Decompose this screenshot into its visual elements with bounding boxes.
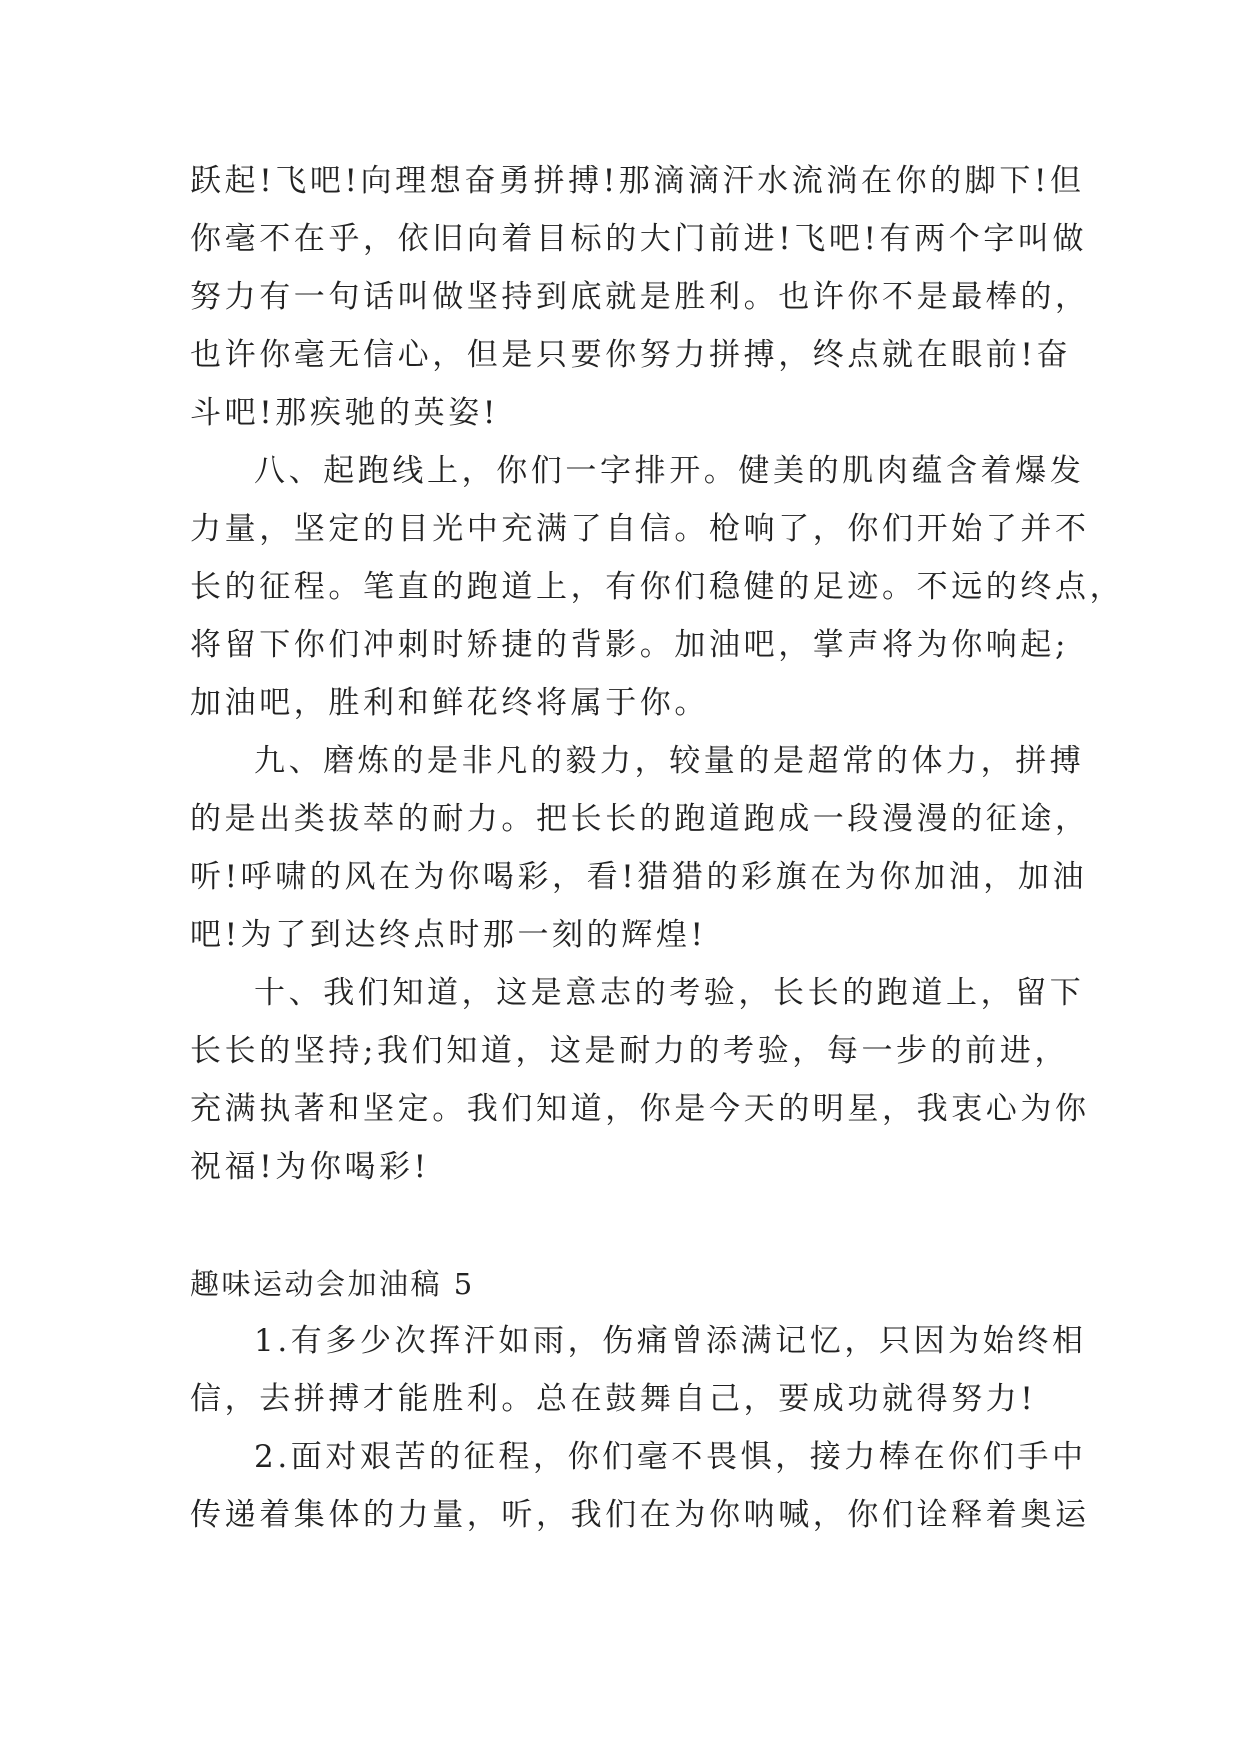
paragraph-line: 祝福!为你喝彩! xyxy=(190,1149,430,1185)
paragraph-line: 长长的坚持;我们知道，这是耐力的考验，每一步的前进， xyxy=(190,1033,1070,1069)
paragraph-line: 吧!为了到达终点时那一刻的辉煌! xyxy=(190,917,707,953)
paragraph-line: 信，去拼搏才能胜利。总在鼓舞自己，要成功就得努力! xyxy=(190,1381,1037,1417)
paragraph-line: 将留下你们冲刺时矫捷的背影。加油吧，掌声将为你响起; xyxy=(190,627,1070,663)
paragraph-line: 充满执著和坚定。我们知道，你是今天的明星，我衷心为你 xyxy=(190,1091,1090,1127)
paragraph-line: 你毫不在乎，依旧向着目标的大门前进!飞吧!有两个字叫做 xyxy=(190,221,1088,257)
paragraph-8 xyxy=(190,442,1125,732)
paragraph-line: 八、起跑线上，你们一字排开。健美的肌肉蕴含着爆发 xyxy=(254,453,1085,489)
paragraph-9 xyxy=(190,732,1090,964)
paragraph-line: 十、我们知道，这是意志的考验，长长的跑道上，留下 xyxy=(254,975,1085,1011)
paragraph-line: 传递着集体的力量，听，我们在为你呐喊，你们诠释着奥运 xyxy=(190,1497,1090,1533)
paragraph-line: 斗吧!那疾驰的英姿! xyxy=(190,395,499,431)
paragraph-line: 2.面对艰苦的征程，你们毫不畏惧，接力棒在你们手中 xyxy=(254,1439,1087,1475)
paragraph-10 xyxy=(190,964,1090,1196)
list-item-2 xyxy=(190,1428,1090,1544)
paragraph-line: 听!呼啸的风在为你喝彩，看!猎猎的彩旗在为你加油，加油 xyxy=(190,859,1088,895)
continuation-paragraph xyxy=(190,152,1090,442)
paragraph-line: 努力有一句话叫做坚持到底就是胜利。也许你不是最棒的， xyxy=(190,279,1090,315)
list-item-1 xyxy=(190,1312,1087,1428)
paragraph-line: 力量，坚定的目光中充满了自信。枪响了，你们开始了并不 xyxy=(190,511,1090,547)
paragraph-line: 1.有多少次挥汗如雨，伤痛曾添满记忆，只因为始终相 xyxy=(254,1323,1087,1359)
paragraph-line: 长的征程。笔直的跑道上，有你们稳健的足迹。不远的终点， xyxy=(190,569,1125,605)
paragraph-line: 跃起!飞吧!向理想奋勇拼搏!那滴滴汗水流淌在你的脚下!但 xyxy=(190,163,1085,199)
section-title: 趣味运动会加油稿 5 xyxy=(190,1267,475,1301)
paragraph-line: 加油吧，胜利和鲜花终将属于你。 xyxy=(190,685,709,721)
paragraph-line: 也许你毫无信心，但是只要你努力拼搏，终点就在眼前!奋 xyxy=(190,337,1072,373)
paragraph-line: 九、磨炼的是非凡的毅力，较量的是超常的体力，拼搏 xyxy=(254,743,1085,779)
paragraph-line: 的是出类拔萃的耐力。把长长的跑道跑成一段漫漫的征途， xyxy=(190,801,1090,837)
